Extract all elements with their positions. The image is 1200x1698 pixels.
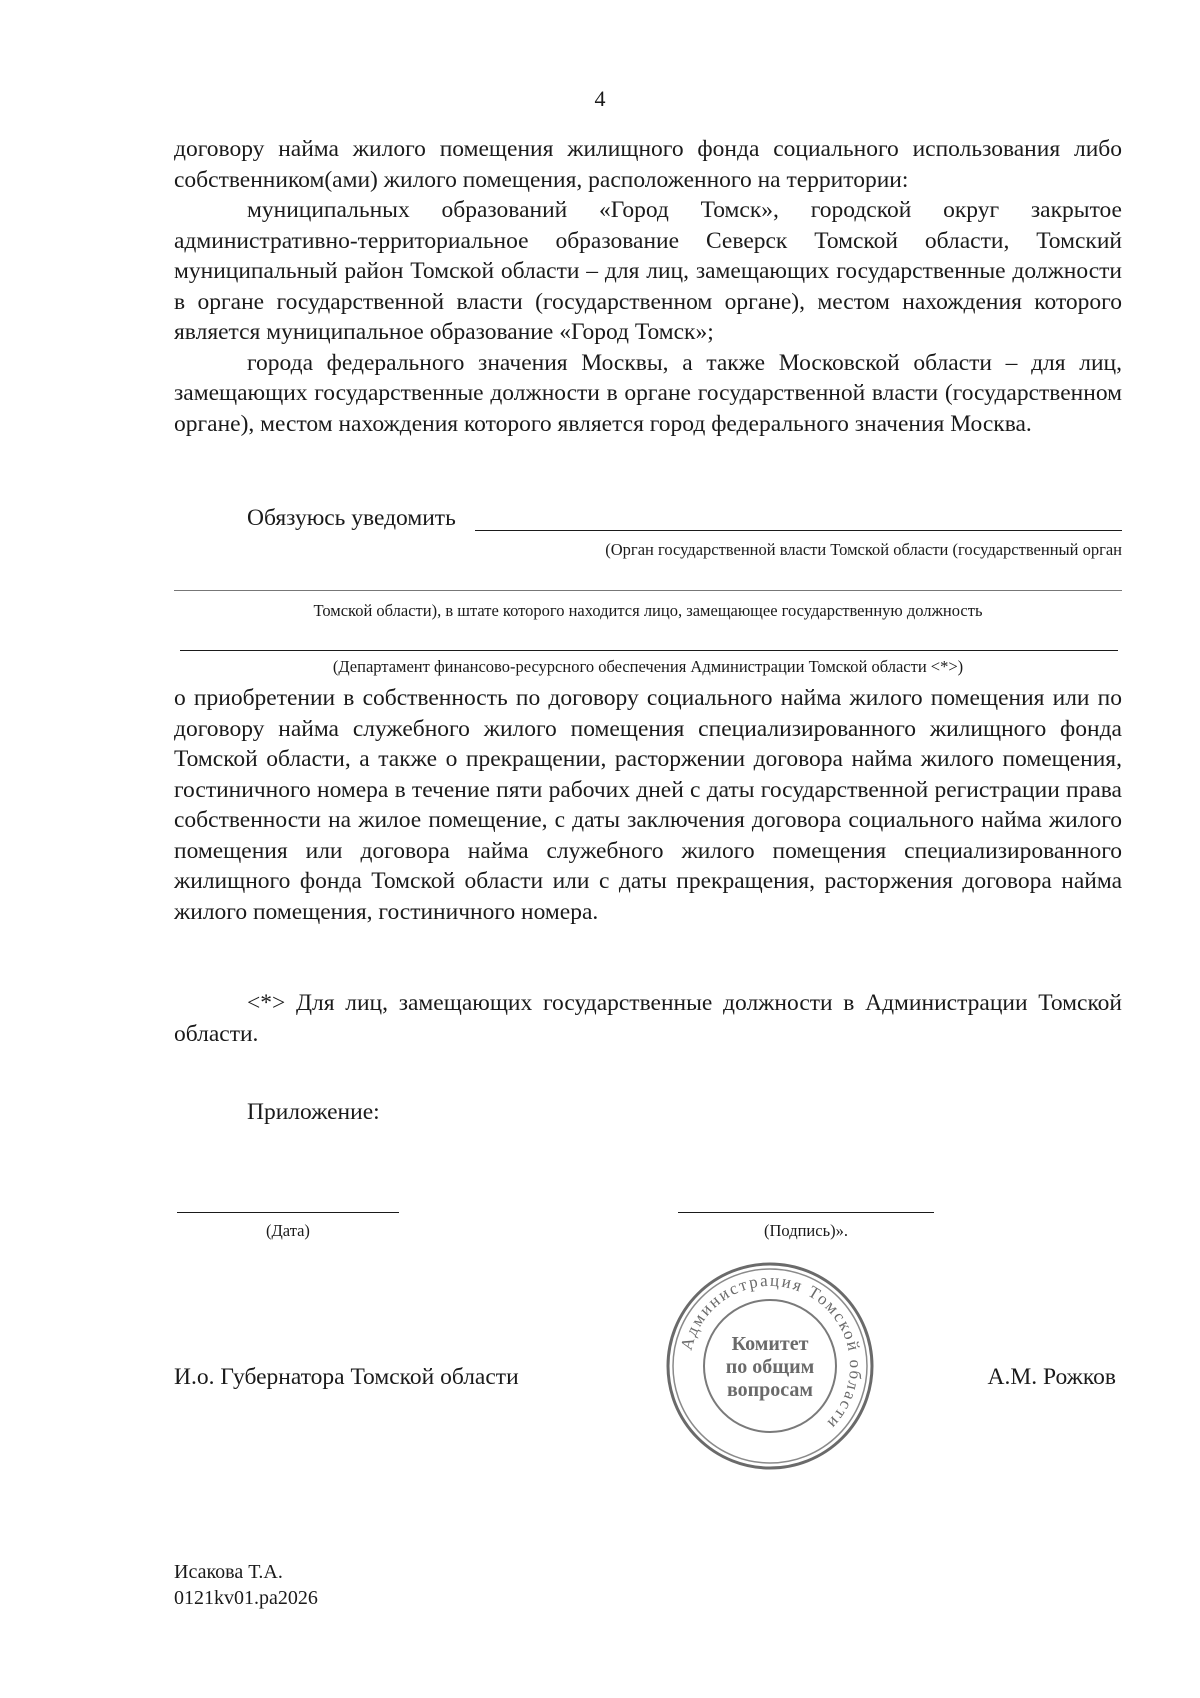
official-stamp xyxy=(664,1260,876,1472)
signer-title: И.о. Губернатора Томской области xyxy=(174,1364,519,1390)
page-number: 4 xyxy=(594,86,606,111)
stamp-ring-text: Администрация Томской области xyxy=(676,1270,866,1434)
date-blank-line xyxy=(177,1212,399,1213)
organ-blank-line xyxy=(174,590,1122,591)
body-text xyxy=(174,134,1122,439)
signature-caption: (Подпись)». xyxy=(764,1221,848,1240)
notify-label: Обязуюсь уведомить xyxy=(247,505,456,531)
notify-blank-line xyxy=(475,530,1122,531)
signer-name: А.М. Рожков xyxy=(987,1364,1116,1390)
footnote-block xyxy=(174,988,1122,1049)
notify-paragraph: о приобретении в собственность по договору социального найма жилого помещения или по договору найма служебного жилого помещения специализированного жилищного фонда Томской области, а также о прекращении, расторжении договора найма жилого помещения, гостиничного номера в течение пяти рабочих дней с даты государственной регистрации права собственности на жилое помещение, с даты заключения договора социального найма жилого помещения или договора найма служебного жилого помещения специализированного жилищного фонда Томской области или с даты прекращения, расторжения договора найма жилого помещения, гостиничного номера. xyxy=(174,685,1122,925)
caption-organ-line-1: (Орган государственной власти Томской области (государственный орган xyxy=(605,540,1122,559)
footnote: <*> Для лиц, замещающих государственные должности в Администрации Томской области. xyxy=(174,990,1122,1047)
department-blank-line xyxy=(180,650,1118,651)
caption-organ-line-2: Томской области), в штате которого находится лицо, замещающее государственную должность xyxy=(313,601,983,620)
signature-blank-line xyxy=(678,1212,934,1213)
stamp-center-line-3: вопросам xyxy=(726,1379,814,1401)
notify-block xyxy=(174,683,1122,927)
executor-name: Исакова Т.А. xyxy=(174,1561,283,1583)
stamp-center-line-1: Комитет xyxy=(731,1333,809,1355)
caption-department: (Департамент финансово-ресурсного обеспечения Администрации Томской области <*>) xyxy=(332,657,964,676)
document-code: 0121kv01.pa2026 xyxy=(174,1587,318,1609)
date-caption: (Дата) xyxy=(266,1221,310,1240)
territory-tomsk-paragraph: муниципальных образований «Город Томск», городской округ закрытое административно-территориальное образование Северск Томской области, Томский муниципальный район Томской области – для лиц, замещающих государственные должности в органе государственной власти (государственном органе), местом нахождения которого является муниципальное образование «Город Томск»; xyxy=(174,197,1122,345)
intro-paragraph: договору найма жилого помещения жилищного фонда социального использования либо собственником(ами) жилого помещения, расположенного на территории: xyxy=(174,136,1122,193)
territory-moscow-paragraph: города федерального значения Москвы, а также Московской области – для лиц, замещающих государственные должности в органе государственной власти (государственном органе), местом нахождения которого является город федерального значения Москва. xyxy=(174,349,1122,437)
stamp-center-line-2: по общим xyxy=(725,1356,815,1378)
attachment-label: Приложение: xyxy=(247,1099,380,1125)
